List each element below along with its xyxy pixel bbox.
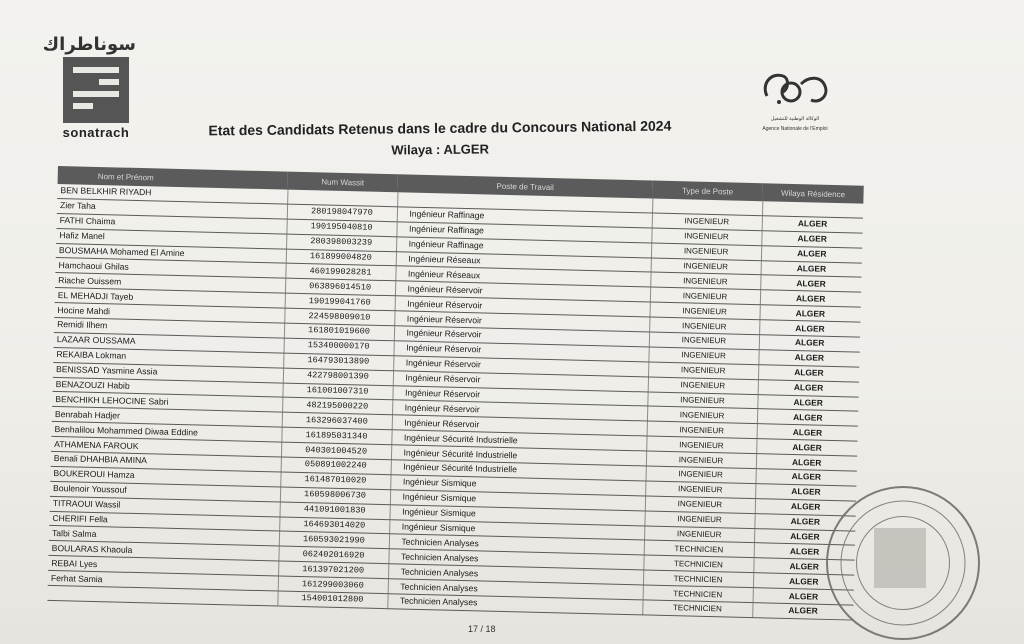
cell-poste-travail: Ingénieur Sécurité Industrielle bbox=[391, 445, 646, 466]
cell-num-wassit: 161899004820 bbox=[286, 249, 396, 267]
cell-wilaya-residence: ALGER bbox=[754, 528, 855, 545]
cell-num-wassit: 161397021200 bbox=[278, 561, 388, 579]
cell-num-wassit: 161895031340 bbox=[281, 427, 391, 445]
cell-wilaya-residence: ALGER bbox=[758, 379, 859, 396]
cell-type-poste: INGENIEUR bbox=[651, 228, 761, 246]
page-number: 17 / 18 bbox=[468, 624, 496, 634]
cell-nom-prenom: Benali DHAHBIA AMINA bbox=[51, 451, 281, 472]
cell-nom-prenom: ATHAMENA FAROUK bbox=[51, 437, 281, 458]
cell-nom-prenom: BEN BELKHIR RIYADH bbox=[57, 184, 287, 204]
cell-wilaya-residence: ALGER bbox=[761, 245, 862, 262]
cell-poste-travail: Ingénieur Sécurité Industrielle bbox=[391, 430, 646, 451]
cell-nom-prenom: REKAIBA Lokman bbox=[53, 347, 283, 368]
cell-poste-travail: Ingénieur Sismique bbox=[389, 519, 644, 540]
cell-poste-travail: Ingénieur Réservoir bbox=[392, 400, 647, 421]
document-title: Etat des Candidats Retenus dans le cadre du Concours National 2024 bbox=[208, 117, 672, 139]
cell-poste-travail: Technicien Analyses bbox=[389, 534, 644, 555]
cell-type-poste: INGENIEUR bbox=[648, 347, 758, 365]
cell-wilaya-residence: ALGER bbox=[759, 335, 860, 352]
cell-nom-prenom: Talbi Salma bbox=[49, 526, 279, 547]
cell-wilaya-residence: ALGER bbox=[753, 588, 854, 605]
cell-poste-travail: Ingénieur Réservoir bbox=[395, 296, 650, 317]
header-wilaya-residence: Wilaya Résidence bbox=[762, 183, 863, 203]
cell-nom-prenom: Hamchaoui Ghilas bbox=[55, 258, 285, 279]
cell-num-wassit: 190199041760 bbox=[285, 293, 395, 311]
cell-nom-prenom: BOUSMAHA Mohamed El Amine bbox=[56, 243, 286, 264]
cell-poste-travail: Ingénieur Réservoir bbox=[393, 370, 648, 391]
cell-wilaya-residence: ALGER bbox=[753, 558, 854, 575]
cell-type-poste: INGENIEUR bbox=[652, 213, 762, 231]
cell-type-poste: INGENIEUR bbox=[645, 466, 755, 484]
logo-arabic-text: سوناطراك bbox=[42, 34, 136, 55]
cell-type-poste: INGENIEUR bbox=[648, 362, 758, 380]
cell-type-poste: INGENIEUR bbox=[650, 272, 760, 290]
cell-nom-prenom: Benrabah Hadjer bbox=[52, 407, 282, 428]
document-subtitle: Wilaya : ALGER bbox=[391, 141, 490, 158]
cell-poste-travail: Ingénieur Réseaux bbox=[396, 251, 651, 272]
cell-poste-travail: Ingénieur Réservoir bbox=[393, 356, 648, 377]
cell-type-poste: INGENIEUR bbox=[649, 302, 759, 320]
cell-num-wassit: 161487010020 bbox=[280, 472, 390, 490]
cell-num-wassit: 050891002240 bbox=[281, 457, 391, 475]
cell-type-poste: INGENIEUR bbox=[650, 287, 760, 305]
cell-poste-travail: Ingénieur Réservoir bbox=[392, 415, 647, 436]
cell-type-poste: TECHNICIEN bbox=[643, 585, 753, 603]
cell-num-wassit: 164793013890 bbox=[283, 353, 393, 371]
document-header bbox=[200, 117, 680, 159]
header-num-wassit: Num Wassit bbox=[287, 172, 397, 193]
cell-poste-travail: Ingénieur Raffinage bbox=[397, 207, 652, 228]
cell-nom-prenom: Hocine Mahdi bbox=[54, 303, 284, 324]
cell-type-poste: INGENIEUR bbox=[649, 332, 759, 350]
cell-num-wassit: 280198047970 bbox=[287, 204, 397, 222]
cell-num-wassit: 460199028281 bbox=[285, 264, 395, 282]
cell-poste-travail: Ingénieur Sécurité Industrielle bbox=[391, 460, 646, 481]
cell-num-wassit: 160593021990 bbox=[279, 531, 389, 549]
stamp-signature-icon bbox=[874, 528, 926, 588]
cell-num-wassit: 160598006730 bbox=[280, 487, 390, 505]
cell-wilaya-residence: ALGER bbox=[759, 305, 860, 322]
cell-poste-travail: Ingénieur Raffinage bbox=[396, 236, 651, 257]
cell-poste-travail: Ingénieur Sismique bbox=[389, 504, 644, 525]
cell-wilaya-residence: ALGER bbox=[761, 260, 862, 277]
official-stamp bbox=[826, 486, 980, 640]
cell-wilaya-residence: ALGER bbox=[762, 216, 863, 233]
cell-wilaya-residence: ALGER bbox=[757, 424, 858, 441]
cell-num-wassit: 163296037400 bbox=[282, 412, 392, 430]
cell-wilaya-residence: ALGER bbox=[756, 439, 857, 456]
sonatrach-logo-icon bbox=[63, 57, 129, 123]
cell-num-wassit: 062402016920 bbox=[278, 546, 388, 564]
cell-nom-prenom: TITRAOUI Wassil bbox=[50, 496, 280, 517]
cell-wilaya-residence: ALGER bbox=[760, 290, 861, 307]
cell-type-poste: INGENIEUR bbox=[647, 421, 757, 439]
cell-wilaya-residence: ALGER bbox=[759, 320, 860, 337]
cell-wilaya-residence: ALGER bbox=[757, 409, 858, 426]
cell-wilaya-residence: ALGER bbox=[758, 364, 859, 381]
header-nom-prenom: Nom et Prénom bbox=[58, 166, 288, 190]
cell-wilaya-residence: ALGER bbox=[760, 275, 861, 292]
cell-poste-travail: Ingénieur Réservoir bbox=[393, 341, 648, 362]
cell-wilaya-residence: ALGER bbox=[761, 230, 862, 247]
cell-wilaya-residence: ALGER bbox=[754, 543, 855, 560]
table-body bbox=[47, 184, 863, 620]
cell-nom-prenom: BOULARAS Khaoula bbox=[48, 541, 278, 562]
anem-arabic-name: الوكالة الوطنية للتشغيل bbox=[770, 116, 820, 122]
cell-nom-prenom: BENISSAD Yasmine Assia bbox=[53, 362, 283, 383]
cell-type-poste: TECHNICIEN bbox=[643, 555, 753, 573]
cell-num-wassit: 063896014510 bbox=[285, 278, 395, 296]
cell-num-wassit: 164693014020 bbox=[279, 517, 389, 535]
cell-wilaya-residence: ALGER bbox=[758, 350, 859, 367]
cell-poste-travail: Ingénieur Réseaux bbox=[395, 266, 650, 287]
cell-num-wassit: 161001007310 bbox=[282, 383, 392, 401]
cell-poste-travail: Ingénieur Réservoir bbox=[392, 385, 647, 406]
cell-nom-prenom: FATHI Chaima bbox=[56, 213, 286, 234]
cell-type-poste: TECHNICIEN bbox=[642, 600, 752, 618]
cell-wilaya-residence: ALGER bbox=[754, 513, 855, 530]
cell-nom-prenom: Benhalilou Mohammed Diwaa Eddine bbox=[51, 422, 281, 443]
cell-poste-travail: Ingénieur Réservoir bbox=[394, 326, 649, 347]
cell-poste-travail: Ingénieur Raffinage bbox=[396, 222, 651, 243]
cell-wilaya-residence: ALGER bbox=[753, 573, 854, 590]
cell-num-wassit: 482195000220 bbox=[282, 398, 392, 416]
cell-poste-travail: Ingénieur Réservoir bbox=[394, 311, 649, 332]
cell-type-poste: INGENIEUR bbox=[651, 243, 761, 261]
cell-num-wassit: 280398003239 bbox=[286, 234, 396, 252]
cell-nom-prenom: Hafiz Manel bbox=[56, 228, 286, 249]
logo-name: sonatrach bbox=[62, 125, 130, 140]
cell-wilaya-residence: ALGER bbox=[755, 498, 856, 515]
cell-poste-travail: Technicien Analyses bbox=[388, 564, 643, 585]
cell-type-poste: INGENIEUR bbox=[644, 526, 754, 544]
header-poste-travail: Poste de Travail bbox=[397, 174, 652, 198]
cell-type-poste: INGENIEUR bbox=[646, 451, 756, 469]
cell-type-poste: TECHNICIEN bbox=[644, 540, 754, 558]
anem-logo-icon bbox=[755, 66, 835, 112]
cell-num-wassit: 422798001390 bbox=[283, 368, 393, 386]
cell-poste-travail: Technicien Analyses bbox=[388, 549, 643, 570]
cell-num-wassit: 161801019600 bbox=[284, 323, 394, 341]
sonatrach-logo bbox=[42, 34, 136, 140]
cell-type-poste: INGENIEUR bbox=[644, 511, 754, 529]
cell-num-wassit: 224598009010 bbox=[284, 308, 394, 326]
cell-type-poste: TECHNICIEN bbox=[643, 570, 753, 588]
anem-name: Agence Nationale de l'Emploi bbox=[762, 126, 828, 132]
candidates-table bbox=[47, 166, 863, 621]
cell-num-wassit: 040301004520 bbox=[281, 442, 391, 460]
cell-type-poste: INGENIEUR bbox=[645, 481, 755, 499]
cell-poste-travail: Ingénieur Sismique bbox=[390, 475, 645, 496]
cell-wilaya-residence: ALGER bbox=[756, 454, 857, 471]
cell-nom-prenom: EL MEHADJI Tayeb bbox=[55, 288, 285, 309]
cell-nom-prenom: Zier Taha bbox=[57, 198, 287, 219]
cell-nom-prenom: Remidi Ilhem bbox=[54, 317, 284, 338]
cell-nom-prenom: CHERIFI Fella bbox=[49, 511, 279, 532]
cell-poste-travail: Technicien Analyses bbox=[387, 594, 642, 615]
cell-wilaya-residence: ALGER bbox=[752, 603, 853, 620]
cell-type-poste: INGENIEUR bbox=[651, 258, 761, 276]
cell-type-poste: INGENIEUR bbox=[649, 317, 759, 335]
cell-num-wassit: 161299003060 bbox=[278, 576, 388, 594]
cell-num-wassit: 154001012800 bbox=[277, 591, 387, 609]
cell-nom-prenom: REBAI Lyes bbox=[48, 556, 278, 577]
cell-nom-prenom: BENAZOUZI Habib bbox=[52, 377, 282, 398]
cell-num-wassit: 190195040810 bbox=[286, 219, 396, 237]
cell-type-poste: INGENIEUR bbox=[646, 436, 756, 454]
cell-num-wassit: 441091001830 bbox=[279, 502, 389, 520]
cell-type-poste: INGENIEUR bbox=[648, 377, 758, 395]
cell-wilaya-residence: ALGER bbox=[755, 484, 856, 501]
header-type-poste: Type de Poste bbox=[652, 181, 762, 202]
cell-poste-travail: Ingénieur Réservoir bbox=[395, 281, 650, 302]
cell-type-poste: INGENIEUR bbox=[647, 392, 757, 410]
anem-logo bbox=[740, 66, 850, 132]
cell-poste-travail: Technicien Analyses bbox=[388, 579, 643, 600]
cell-nom-prenom: BOUKEROUI Hamza bbox=[50, 466, 280, 487]
cell-nom-prenom: LAZAAR OUSSAMA bbox=[54, 332, 284, 353]
cell-num-wassit: 153400000170 bbox=[284, 338, 394, 356]
cell-wilaya-residence: ALGER bbox=[755, 469, 856, 486]
cell-type-poste: INGENIEUR bbox=[647, 406, 757, 424]
cell-nom-prenom: Riache Ouissem bbox=[55, 273, 285, 294]
cell-type-poste: INGENIEUR bbox=[645, 496, 755, 514]
cell-nom-prenom: Boulenoir Youssouf bbox=[50, 481, 280, 502]
cell-poste-travail: Ingénieur Sismique bbox=[390, 490, 645, 511]
cell-wilaya-residence: ALGER bbox=[757, 394, 858, 411]
cell-nom-prenom: BENCHIKH LEHOCINE Sabri bbox=[52, 392, 282, 413]
cell-nom-prenom: Ferhat Samia bbox=[48, 571, 278, 592]
